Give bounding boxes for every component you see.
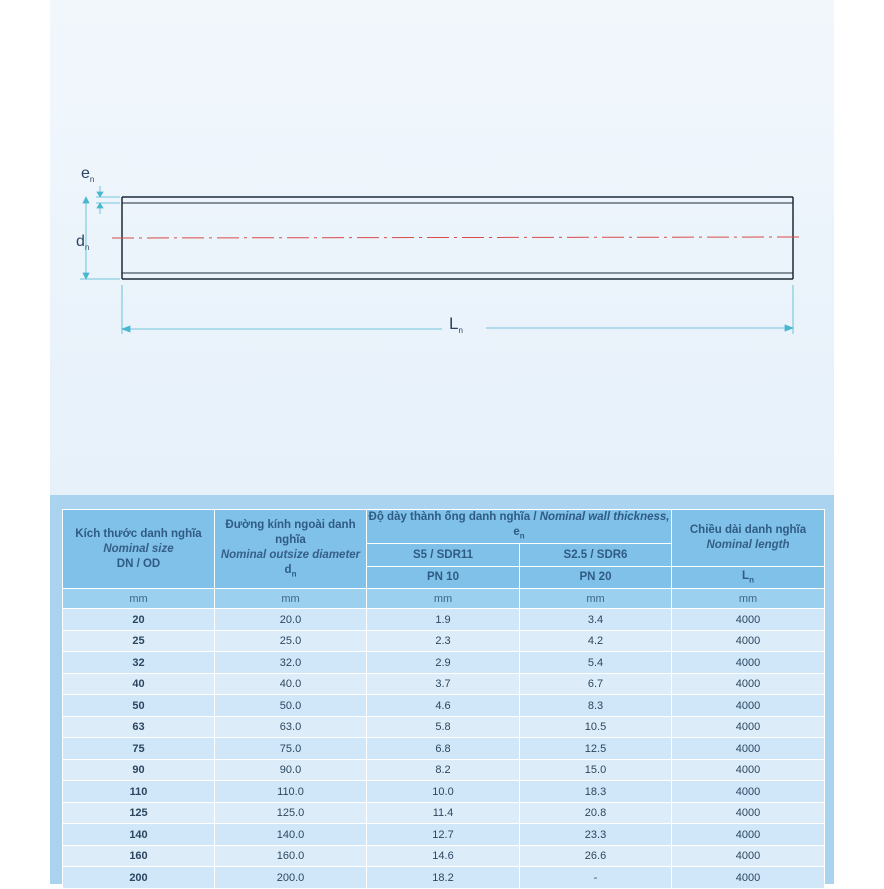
table-cell: 32 [63,652,214,673]
header-length-letter: L [742,569,750,582]
table-cell: 4000 [672,674,824,695]
unit-cell: mm [520,589,671,608]
table-cell: 160.0 [215,846,366,867]
table-row [63,803,824,824]
header-outside-diameter [215,510,366,588]
diameter-label: d [76,233,85,250]
table-row [63,738,824,759]
table-cell: 4000 [672,609,824,630]
table-cell: 63 [63,717,214,738]
header-wall-sep: / [530,511,540,523]
table-cell: - [520,867,671,888]
table-cell: 12.5 [520,738,671,759]
length-label: L [449,314,459,333]
header-length-vi: Chiều dài danh nghĩa [689,524,807,537]
pipe-diagram [50,0,834,495]
spec-sheet [50,0,834,884]
table-cell: 11.4 [367,803,519,824]
table-cell: 8.3 [520,695,671,716]
table-cell: 4.2 [520,631,671,652]
table-row [63,631,824,652]
table-cell: 40.0 [215,674,366,695]
table-cell: 12.7 [367,824,519,845]
spec-table [62,509,825,889]
unit-cell: mm [367,589,519,608]
header-nominal-size-sym: DN / OD [116,557,161,570]
table-cell: 1.9 [367,609,519,630]
header-outside-diameter-letter: d [284,563,292,576]
unit-cell: mm [672,589,824,608]
table-cell: 4000 [672,738,824,759]
header-pn-1 [367,567,519,588]
header-series-2-label: S2.5 / SDR6 [563,548,628,561]
table-cell: 5.8 [367,717,519,738]
table-cell: 8.2 [367,760,519,781]
table-cell: 5.4 [520,652,671,673]
table-row [63,652,824,673]
table-cell: 2.9 [367,652,519,673]
unit-cell: mm [63,589,214,608]
table-cell: 10.0 [367,781,519,802]
table-cell: 200 [63,867,214,888]
table-panel [50,495,834,884]
table-cell: 4000 [672,695,824,716]
table-row [63,846,824,867]
table-cell: 140.0 [215,824,366,845]
table-cell: 6.7 [520,674,671,695]
table-cell: 140 [63,824,214,845]
length-label-sub: n [458,326,463,335]
table-cell: 32.0 [215,652,366,673]
table-cell: 4000 [672,652,824,673]
table-cell: 4000 [672,760,824,781]
header-series-1-label: S5 / SDR11 [412,548,474,561]
table-cell: 4000 [672,781,824,802]
table-cell: 75 [63,738,214,759]
header-pn-2 [520,567,671,588]
table-cell: 26.6 [520,846,671,867]
table-cell: 25 [63,631,214,652]
table-cell: 20 [63,609,214,630]
table-cell: 40 [63,674,214,695]
table-row [63,760,824,781]
center-line [112,237,802,238]
header-pn-2-label: PN 20 [579,571,612,584]
extension-lines [80,197,793,334]
header-nominal-size [63,510,214,588]
units-row [63,589,824,608]
header-series-1 [367,544,519,566]
header-length [672,510,824,566]
table-cell: 4000 [672,803,824,824]
table-cell: 6.8 [367,738,519,759]
header-wall-thickness [367,510,671,543]
table-cell: 2.3 [367,631,519,652]
table-cell: 75.0 [215,738,366,759]
header-length-en: Nominal length [706,539,790,552]
header-outside-diameter-vi: Đường kính ngoài danh nghĩa [225,518,356,546]
svg-text:en [81,165,94,184]
table-cell: 23.3 [520,824,671,845]
table-cell: 20.0 [215,609,366,630]
table-cell: 4000 [672,824,824,845]
table-cell: 25.0 [215,631,366,652]
table-cell: 63.0 [215,717,366,738]
table-cell: 50 [63,695,214,716]
table-cell: 15.0 [520,760,671,781]
table-row [63,781,824,802]
header-wall-sym: e [513,526,520,538]
table-row [63,867,824,888]
diameter-label-sub: n [84,243,90,252]
table-cell: 110 [63,781,214,802]
table-cell: 3.7 [367,674,519,695]
table-cell: 4000 [672,846,824,867]
table-cell: 90.0 [215,760,366,781]
header-length-sym [672,567,824,588]
table-cell: 4000 [672,717,824,738]
table-row [63,695,824,716]
table-cell: 10.5 [520,717,671,738]
table-cell: 3.4 [520,609,671,630]
wall-dimension [97,186,103,214]
header-nominal-size-vi: Kích thước danh nghĩa [75,527,202,540]
table-cell: 18.3 [520,781,671,802]
table-row [63,717,824,738]
header-wall-en: Nominal wall thickness, [539,511,670,523]
table-row [63,824,824,845]
table-cell: 4000 [672,867,824,888]
header-outside-diameter-en: Nominal outsize diameter [220,548,361,561]
table-cell: 4000 [672,631,824,652]
table-cell: 160 [63,846,214,867]
header-outside-diameter-sub: n [291,568,297,578]
table-cell: 110.0 [215,781,366,802]
header-nominal-size-en: Nominal size [103,542,174,555]
table-cell: 90 [63,760,214,781]
header-wall-vi: Độ dày thành ống danh nghĩa [368,511,531,523]
table-cell: 20.8 [520,803,671,824]
table-row [63,674,824,695]
header-length-sym-label [672,569,824,587]
header-length-sub: n [749,574,754,584]
header-wall-sub: n [519,531,525,541]
table-cell: 125.0 [215,803,366,824]
table-cell: 200.0 [215,867,366,888]
table-row [63,609,824,630]
table-cell: 18.2 [367,867,519,888]
unit-cell: mm [215,589,366,608]
table-cell: 14.6 [367,846,519,867]
header-series-2 [520,544,671,566]
svg-text:dn [76,233,89,252]
svg-text:Ln [449,314,463,335]
header-pn-1-label: PN 10 [427,571,459,584]
table-cell: 50.0 [215,695,366,716]
table-cell: 4.6 [367,695,519,716]
table-body [63,609,824,888]
wall-label-sub: n [89,175,95,184]
wall-label: e [81,165,90,182]
table-cell: 125 [63,803,214,824]
header-outside-diameter-sym [215,563,366,581]
